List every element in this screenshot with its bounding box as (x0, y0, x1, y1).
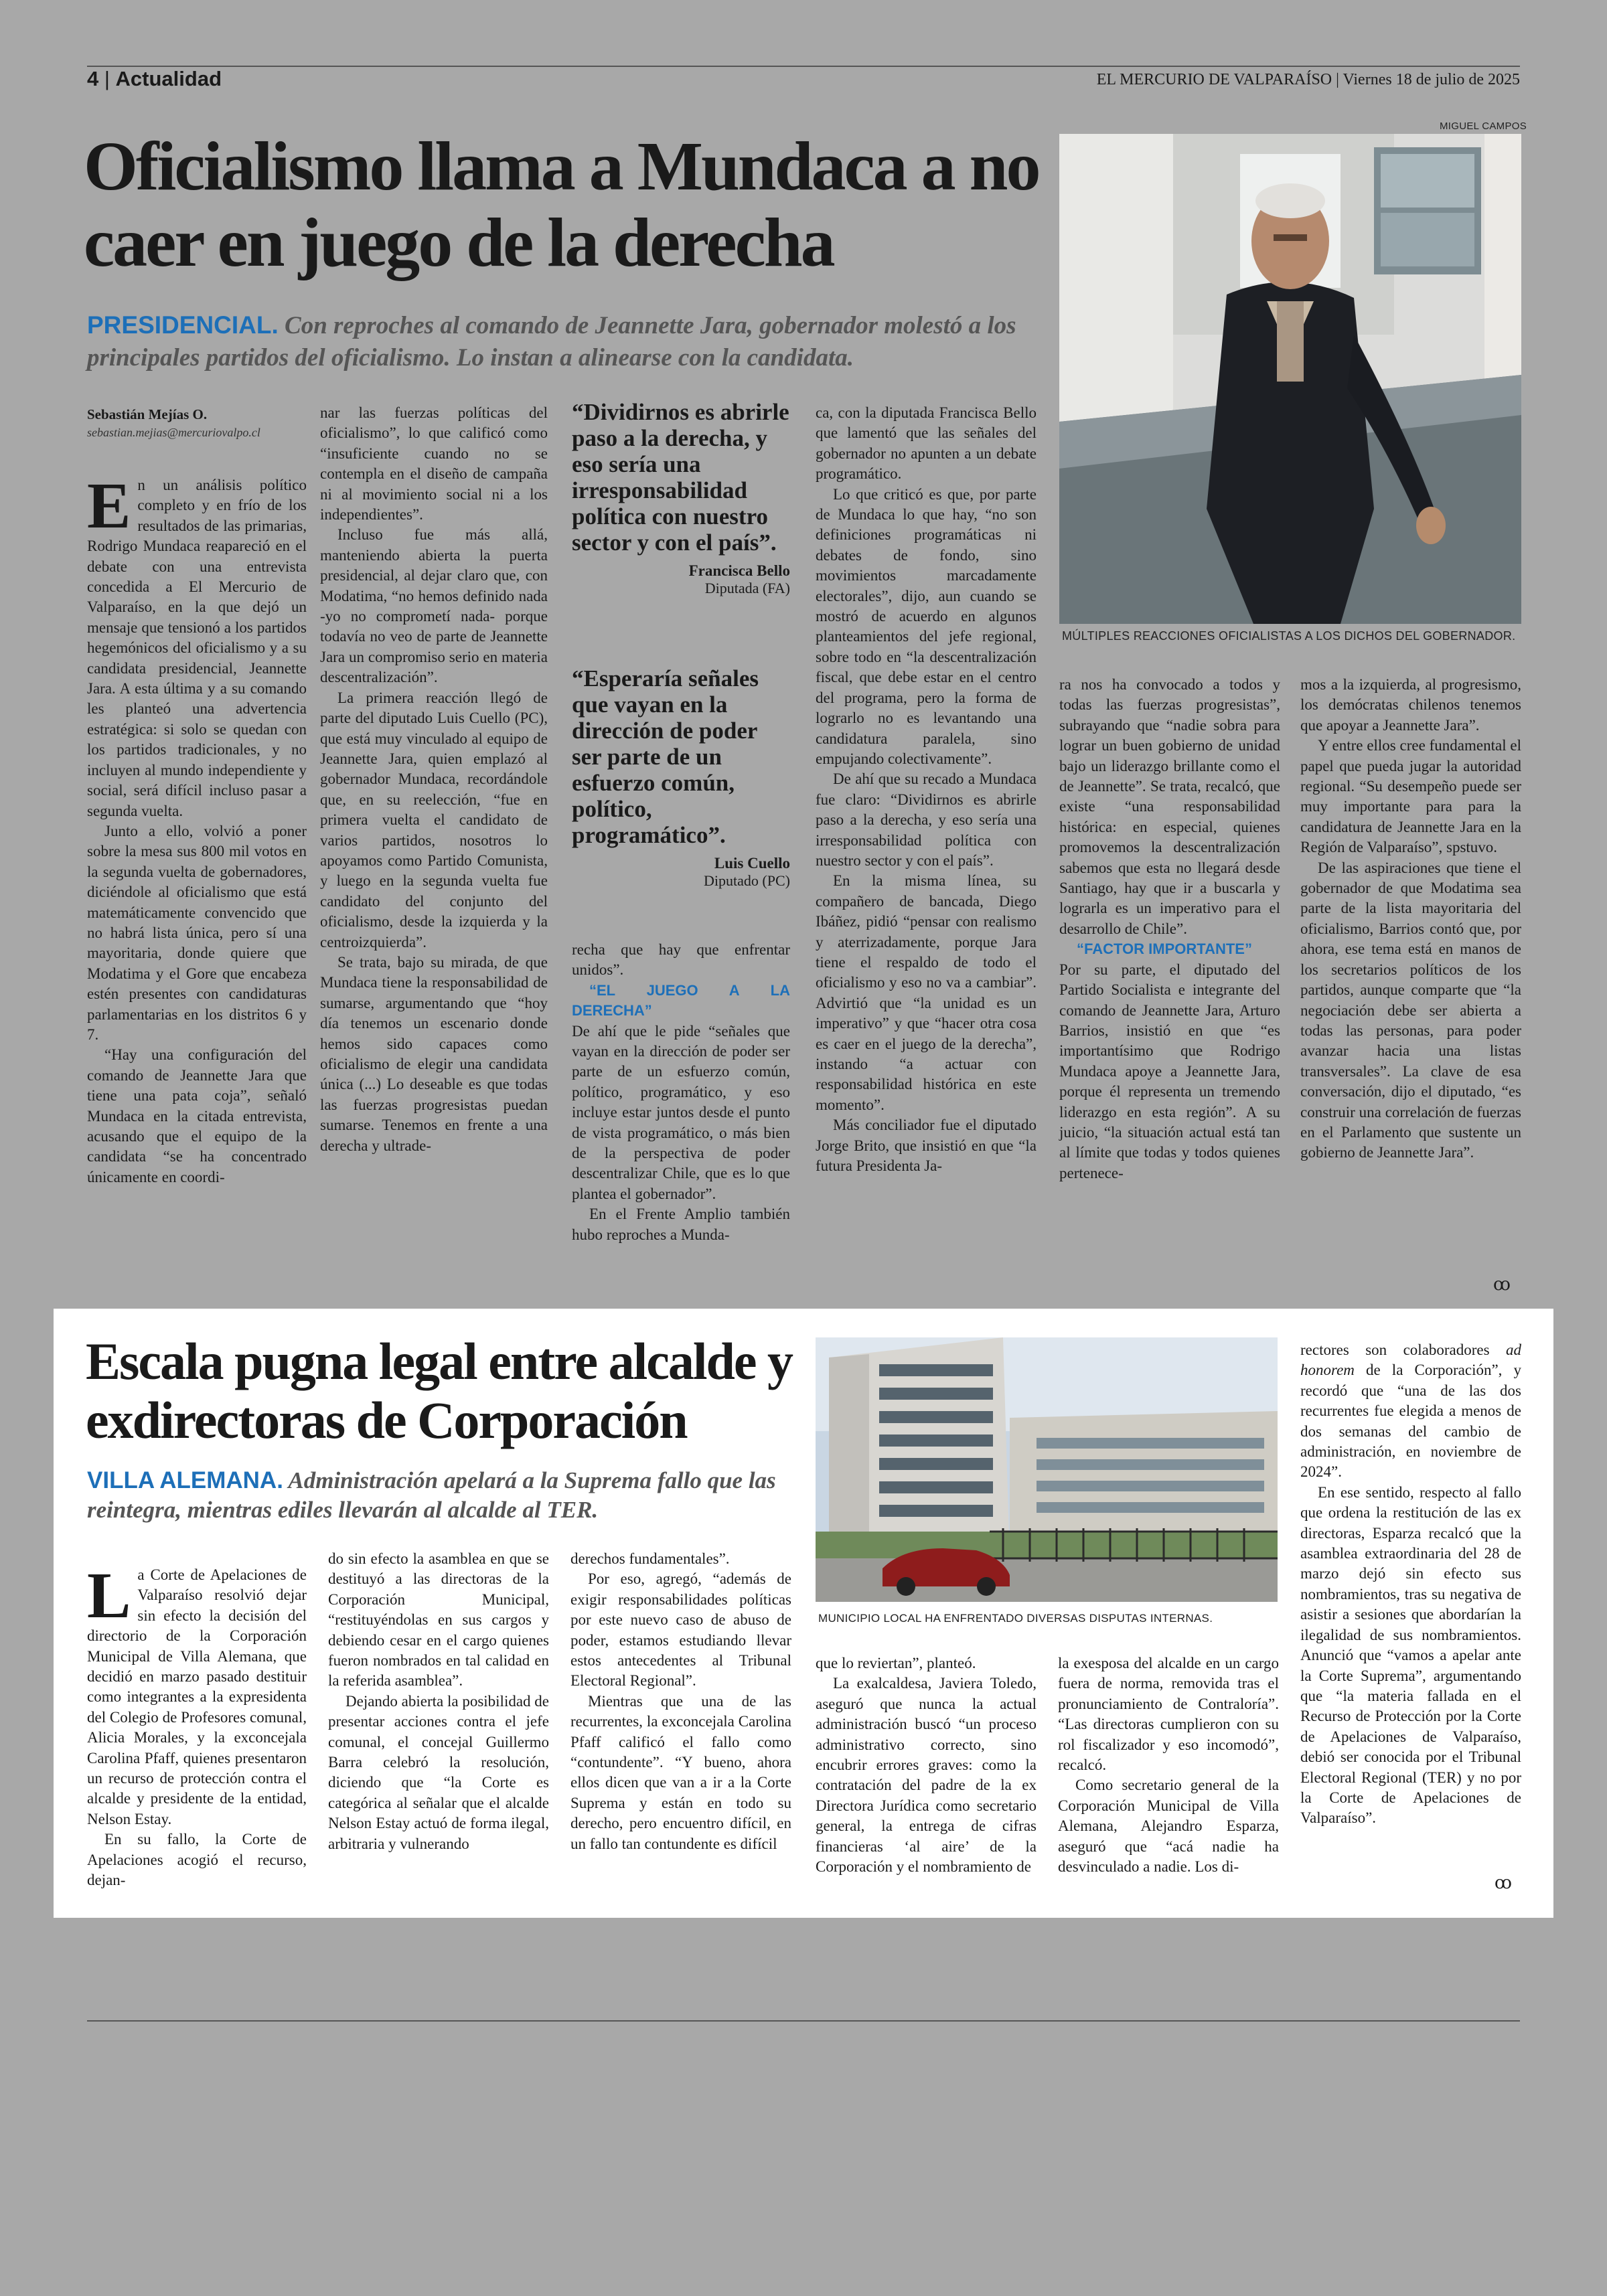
article2-column-5 (1058, 1653, 1279, 1877)
pull-quote-name: Francisca Bello (688, 562, 790, 579)
article2-column-6 (1300, 1340, 1521, 1829)
paragraph: ca, con la diputada Francisca Bello que lamentó que las señales del gobernador no apunten a un debate programático. (816, 404, 1037, 483)
footer-rule (87, 2020, 1520, 2022)
paragraph: nar las fuerzas políticas del oficialismo”, lo que calificó como “insuficiente cuando no se contempla en el diseño de campaña ni al movimiento social ni a los independientes”. (320, 404, 548, 523)
paragraph: Lo que criticó es que, por parte de Mundaca lo que hay, “no son definiciones programáticas ni debates de fondo, sino movimientos marcadamente electorales”, dijo, aun cuando se mostró de acuerdo en algunos planteamientos del jefe regional, sobre todo en “la descentralización fiscal, que debe estar en el centro del programa, pero la forma de lograrlo no es levantando una candidatura paralela, sino empujando colectivamente”. (816, 485, 1037, 767)
paragraph: Y entre ellos cree fundamental el papel que pueda jugar la autoridad regional. “Su desempeño puede ser muy importante para para la candidatura de Jeannette Jara en la Región de Valparaíso”, spstuvo. (1300, 737, 1521, 856)
paragraph: rectores son colaboradores (1300, 1341, 1506, 1358)
article1-column-5 (1059, 675, 1280, 1183)
paragraph: De ahí que le pide “señales que vayan en la dirección de poder ser parte de un esfuerzo común, político, programático, y eso incluye estar juntos desde el punto de vista programático, o más bien de la perspectiva de poder descentralizar Chile, que es lo que plantea el gobernador”. (572, 1022, 790, 1202)
article1-kicker: PRESIDENCIAL. (87, 311, 279, 339)
pull-quote-text: “Dividirnos es abrirle paso a la derecha, y eso sería una irresponsabilidad política con nuestro sector y con el país”. (572, 399, 789, 556)
dropcap: L (87, 1560, 131, 1632)
paragraph: mos a la izquierda, al progresismo, los demócratas chilenos tenemos que apoyar a Jeannette Jara”. (1300, 676, 1521, 734)
paragraph: Mientras que una de las recurrentes, la exconcejala Carolina Pfaff calificó el fallo como “contundente”. “Y bueno, ahora ellos dicen que van a ir a la Corte Suprema y están en todo su derecho, pero encuentro difícil, en un fallo tan contundente es difícil (570, 1692, 791, 1852)
paragraph: En ese sentido, respecto al fallo que ordena la restitución de las ex directoras, Esparza recalcó que la asamblea extraordinaria del 28 de marzo dejó sin efecto sus nombramientos, tras su negativa de asistir a sesiones que abordarían la ilegalidad de sus nombramientos. Anunció que “vamos a apelar ante la Corte Suprema”, argumentando que “la materia fallada en el Recurso de Protección por la Corte de Apelaciones de Valparaíso, debió ser conocida por el Tribunal Electoral Regional (TER) y no por la Corte de Apelaciones de Valparaíso”. (1300, 1483, 1521, 1827)
photo-credit: MIGUEL CAMPOS (1440, 120, 1527, 132)
paragraph: a Corte de Apelaciones de Valparaíso resolvió dejar sin efecto la decisión del directorio de la Corporación Municipal de Villa Alemana, que decidió en marzo pasado destituir como integrantes a la expresidenta del Colegio de Profesores comunal, Alicia Morales, y la exconcejala Carolina Pfaff, quienes presentaron un recurso de protección contra el alcalde y presidente de la entidad, Nelson Estay. (87, 1566, 307, 1827)
section-name: Actualidad (115, 67, 222, 90)
article1-column-3 (572, 940, 790, 1245)
paragraph: De las aspiraciones que tiene el gobernador de que Modatima sea parte de la lista mayoritaria del oficialismo, Barrios contó que, por ahora, ese tema está en manos de los secretarios políticos de los partidos, aunque comparte que “la negociación debe ser abierta a todas las personas, para poder avanzar hacia una listas transversales”. La clave de esa conversación, dijo el diputado, “es construir una correlación de fuerzas en el Parlamento que sustente un gobierno de Jeannette Jara”. (1300, 859, 1521, 1161)
pull-quote-role: Diputada (FA) (704, 580, 790, 596)
article1-column-4 (816, 403, 1037, 1176)
article2-kicker: VILLA ALEMANA. (87, 1467, 283, 1493)
paragraph: Más conciliador fue el diputado Jorge Brito, que insistió en que “la futura Presidenta Ja- (816, 1117, 1037, 1175)
section-header: 4 | Actualidad (87, 67, 222, 90)
article2-photo-caption: MUNICIPIO LOCAL HA ENFRENTADO DIVERSAS DISPUTAS INTERNAS. (818, 1612, 1213, 1625)
article1-photo-caption: MÚLTIPLES REACCIONES OFICIALISTAS A LOS DICHOS DEL GOBERNADOR. (1062, 629, 1516, 643)
pull-quote-name: Luis Cuello (714, 855, 790, 872)
article1-column-6 (1300, 675, 1521, 1163)
pull-quote-text: “Esperaría señales que vayan en la dirección de poder ser parte de un esfuerzo común, político, programático”. (572, 665, 759, 848)
municipio-photo-image (816, 1337, 1278, 1602)
article2-deck-text: Administración apelará a la Suprema fallo que las reintegra, mientras ediles llevarán al alcalde al TER. (87, 1467, 776, 1523)
article2-headline: Escala pugna legal entre alcalde y exdirectoras de Corporación (86, 1332, 793, 1449)
author-email: sebastian.mejias@mercuriovalpo.cl (87, 426, 260, 439)
paragraph: Como secretario general de la Corporación Municipal de Villa Alemana, Alejandro Esparza, aseguró que “acá nadie ha desvinculado a nadie. Los di- (1058, 1777, 1279, 1876)
dropcap: E (87, 470, 131, 542)
paragraph: Por eso, agregó, “además de exigir responsabilidades políticas por este nuevo caso de abuso de poder, estamos estudiando llevar estos antecedentes al Tribunal Electoral Regional”. (570, 1570, 791, 1690)
paragraph: la exesposa del alcalde en un cargo fuera de norma, removida tras el pronunciamiento de Contraloría”. “Las directoras cumplieron con su rol fiscalizador y eso incomodó”, recalcó. (1058, 1655, 1279, 1774)
paragraph: De ahí que su recado a Mundaca fue claro: “Dividirnos es abrirle paso a la derecha, y eso sería una irresponsabilidad política con nuestro sector y con el país”. (816, 770, 1037, 869)
article2-column-3 (570, 1549, 791, 1854)
article2-column-4 (816, 1653, 1037, 1877)
article2-column-2 (328, 1549, 549, 1854)
paragraph: ra nos ha convocado a todos y todas las fuerzas progresistas”, subrayando que “nadie sobra para lograr un buen gobierno de unidad bajo un liderazgo brillante como el de Jeannette”. Se trata, recalcó, que existe “una responsabilidad histórica: en especial, quienes promovemos la descentralización sabemos que esta no llegará desde Santiago, hay que ir a buscarla y lograrla es un imperativo para el desarrollo de Chile”. (1059, 676, 1280, 937)
subhead-juego-derecha: “EL JUEGO A LA DERECHA” (572, 981, 790, 1019)
latin-phrase: ad honorem (1300, 1341, 1521, 1379)
article1-column-2 (320, 403, 548, 1156)
paragraph: Dejando abierta la posibilidad de presentar acciones contra el jefe comunal, el concejal Guillermo Barra celebró la resolución, diciendo que “la Corte es categórica al señalar que el alcalde Nelson Estay actuó de forma ilegal, arbitraria y vulnerando (328, 1692, 550, 1852)
publication-date: EL MERCURIO DE VALPARAÍSO | Viernes 18 de julio de 2025 (1096, 71, 1520, 88)
subhead-factor-importante: “FACTOR IMPORTANTE” (1077, 940, 1252, 958)
author-name: Sebastián Mejías O. (87, 406, 208, 422)
paragraph: Incluso fue más allá, manteniendo abierta la puerta presidencial, al dejar claro que, con Modatima, “no hemos definido nada -yo no comprometí nada- porque todavía no veo de parte de Jeannette Jara un compromiso serio en materia descentralización”. (320, 526, 548, 686)
paragraph: La exalcaldesa, Javiera Toledo, aseguró que nunca la actual administración buscó “un proceso administrativo correcto, sino encubrir errores graves: como la contratación del padre de la ex Directora Jurídica como secretario general, la entrega de cifras financieras ‘al aire’ de la Corporación y el nombramiento de (816, 1675, 1037, 1876)
end-mark: ꝏ (1493, 1275, 1511, 1294)
paragraph: “Hay una configuración del comando de Jeannette Jara que tiene una pata coja”, señaló Mundaca en la citada entrevista, acusando que el equipo de la candidata “se ha concentrado únicamente en coordi- (87, 1046, 307, 1185)
paragraph: de la Corporación”, y recordó que “una de las dos recurrentes fue elegida a menos de dos semanas del cambio de administración, en noviembre de 2024”. (1300, 1362, 1521, 1481)
article1-headline: Oficialismo llama a Mundaca a no caer en juego de la derecha (84, 128, 1039, 281)
pull-quote-cuello (572, 665, 790, 890)
gobernador-photo-image (1059, 134, 1521, 624)
paragraph: Junto a ello, volvió a poner sobre la mesa sus 800 mil votos en la segunda vuelta de gobernadores, diciéndole al oficialismo que está matemáticamente convencido que no habrá lista única, pero sí una mayoritaria, donde quiere que Modatima y el Gore que encabeza estén presentes con candidaturas parlamentarias en los distritos 6 y 7. (87, 822, 307, 1043)
paragraph: que lo reviertan”, planteó. (816, 1655, 976, 1671)
pull-quote-bello (572, 399, 790, 597)
article1-column-1 (87, 470, 307, 1187)
paragraph: Por su parte, el diputado del Partido Socialista e integrante del comando de Jeannette Jara, Arturo Barrios, insistió en que “es importantísimo que Rodrigo Mundaca apoye a Jeannette Jara, porque él representa un tremendo liderazgo en esta región”. A su juicio, “la situación actual está tan al límite que todas y todos quienes pertenece- (1059, 961, 1280, 1181)
paragraph: En la misma línea, su compañero de bancada, Diego Ibáñez, pidió “pensar con realismo y aterrizadamente, porque Jara tiene el respaldo de todo el oficialismo y eso no va a cambiar”. Advirtió que “la unidad es un imperativo” y que “hacer otra cosa es caer en el juego de la derecha”, instando “a actuar con responsabilidad histórica en este momento”. (816, 872, 1037, 1113)
paragraph: derechos fundamentales”. (570, 1550, 730, 1567)
paragraph: La primera reacción llegó de parte del diputado Luis Cuello (PC), que está muy vinculado al equipo de Jeannette Jara, quien emplazó al gobernador Mundaca, recordándole que, en su reelección, “fue en primera vuelta el candidato de varios partidos, nosotros lo apoyamos como Partido Comunista, y luego en la segunda vuelta fue candidato del conjunto del oficialismo, desde la izquierda y la centroizquierda”. (320, 689, 548, 951)
article1-deck (87, 309, 1051, 374)
paragraph: recha que hay que enfrentar unidos”. (572, 941, 790, 979)
article2-column-1 (87, 1560, 307, 1891)
byline (87, 406, 295, 440)
pull-quote-role: Diputado (PC) (704, 872, 790, 889)
paragraph: do sin efecto la asamblea en que se destituyó a las directoras de la Corporación Municipal, “restituyéndolas en sus cargos y debiendo cesar en el cargo quienes fueron nombrados en tal calidad en la referida asamblea”. (328, 1550, 549, 1690)
paragraph: En su fallo, la Corte de Apelaciones acogió el recurso, dejan- (87, 1831, 307, 1889)
end-mark: ꝏ (1495, 1873, 1512, 1892)
paragraph: Se trata, bajo su mirada, de que Mundaca tiene la responsabilidad de sumarse, argumentando que “hoy día tenemos un escenario donde hemos sido capaces como oficialismo de elegir una candidata única (...) Lo deseable es que todas las fuerzas progresistas puedan sumarse. Tenemos en frente a una derecha y ultrade- (320, 953, 548, 1154)
paragraph: n un análisis político completo y en frío de los resultados de las primarias, Rodrigo Mundaca reapareció en el debate con una entrevista concedida a El Mercurio de Valparaíso, en la que dejó un mensaje que tensionó a los partidos hegemónicos del oficialismo y a su candidata presidencial, Jeannette Jara. A esta última y a su comando les planteó una advertencia estratégica: si solo se quedan con los partidos tradicionales, y no incluyen al mundo independiente y social, será difícil incluso pasar a segunda vuelta. (87, 477, 307, 819)
page-number: 4 (87, 67, 99, 90)
paragraph: En el Frente Amplio también hubo reproches a Munda- (572, 1206, 790, 1243)
header-top-rule (87, 66, 1520, 67)
municipio-photo (816, 1337, 1278, 1602)
article1-deck-text: Con reproches al comando de Jeannette Jara, gobernador molestó a los principales partidos del oficialismo. Lo instan a alinearse con la candidata. (87, 312, 1016, 372)
article2-deck (87, 1466, 797, 1525)
gobernador-photo (1059, 134, 1521, 624)
